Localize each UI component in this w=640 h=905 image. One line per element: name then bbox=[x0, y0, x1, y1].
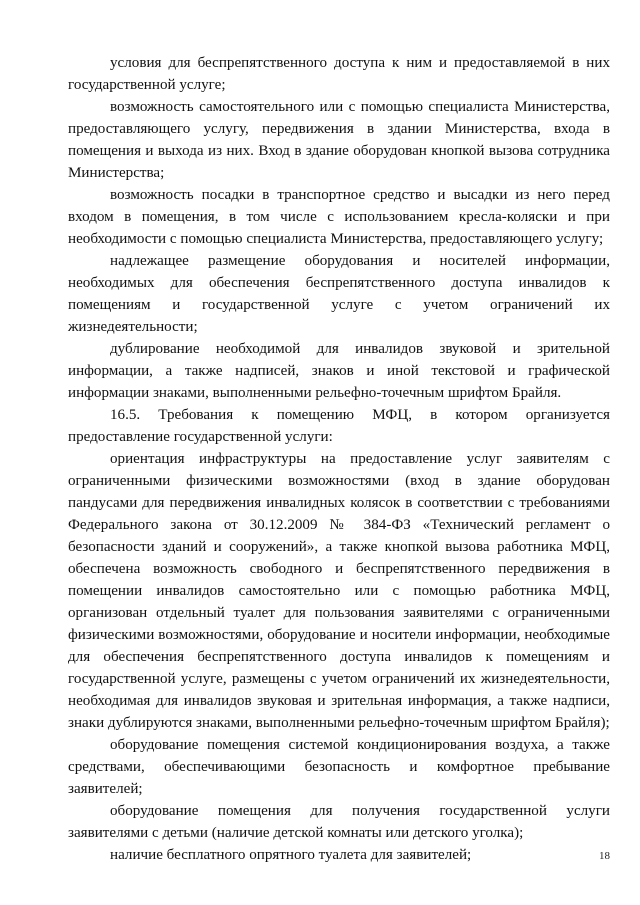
paragraph-2: возможность самостоятельного или с помощью специалиста Министерства, предоставляющего услугу, передвижения в здании Министерства, входа в помещения и выхода из них. Вход в здание оборудован кнопкой вызова сотрудника Министерства; bbox=[68, 99, 610, 181]
paragraph-10: наличие бесплатного опрятного туалета для заявителей; bbox=[110, 847, 472, 863]
paragraph-1: условия для беспрепятственного доступа к ним и предоставляемой в них государственной услуге; bbox=[68, 55, 610, 93]
document-page bbox=[68, 52, 610, 866]
paragraph-3: возможность посадки в транспортное средство и высадки из него перед входом в помещения, в том числе с использованием кресла-коляски и при необходимости с помощью специалиста Министерства, предоставляющего услугу; bbox=[68, 187, 610, 247]
paragraph-4: надлежащее размещение оборудования и носителей информации, необходимых для обеспечения беспрепятственного доступа инвалидов к помещениям и государственной услуге с учетом ограничений их жизнедеятельности; bbox=[68, 253, 610, 335]
page-number: 18 bbox=[599, 850, 610, 862]
paragraph-9: оборудование помещения для получения государственной услуги заявителями с детьми (наличие детской комнаты или детского уголка); bbox=[68, 803, 610, 841]
paragraph-7: ориентация инфраструктуры на предоставление услуг заявителям с ограниченными физическими возможностями (вход в здание оборудован пандусами для передвижения инвалидных колясок в соответствии с требованиями Федерального закона от 30.12.2009 № 384-ФЗ «Технический регламент о безопасности зданий и сооружений», а также кнопкой вызова работника МФЦ, обеспечена возможность свободного и беспрепятственного передвижения в помещении инвалидов самостоятельно или с помощью работника МФЦ, организован отдельный туалет для пользования заявителями с ограниченными физическими возможностями, оборудование и носители информации, необходимые для обеспечения беспрепятственного доступа инвалидов к помещениям и государственной услуге, размещены с учетом ограничений их жизнедеятельности, необходимая для инвалидов звуковая и зрительная информация, а также надписи, знаки дублируются знаками, выполненными рельефно-точечным шрифтом Брайля); bbox=[68, 451, 610, 731]
section-heading-16-5: 16.5. Требования к помещению МФЦ, в котором организуется предоставление государственной услуги: bbox=[68, 407, 610, 445]
paragraph-5: дублирование необходимой для инвалидов звуковой и зрительной информации, а также надписей, знаков и иной текстовой и графической информации знаками, выполненными рельефно-точечным шрифтом Брайля. bbox=[68, 341, 610, 401]
paragraph-8: оборудование помещения системой кондиционирования воздуха, а также средствами, обеспечивающими безопасность и комфортное пребывание заявителей; bbox=[68, 737, 610, 797]
